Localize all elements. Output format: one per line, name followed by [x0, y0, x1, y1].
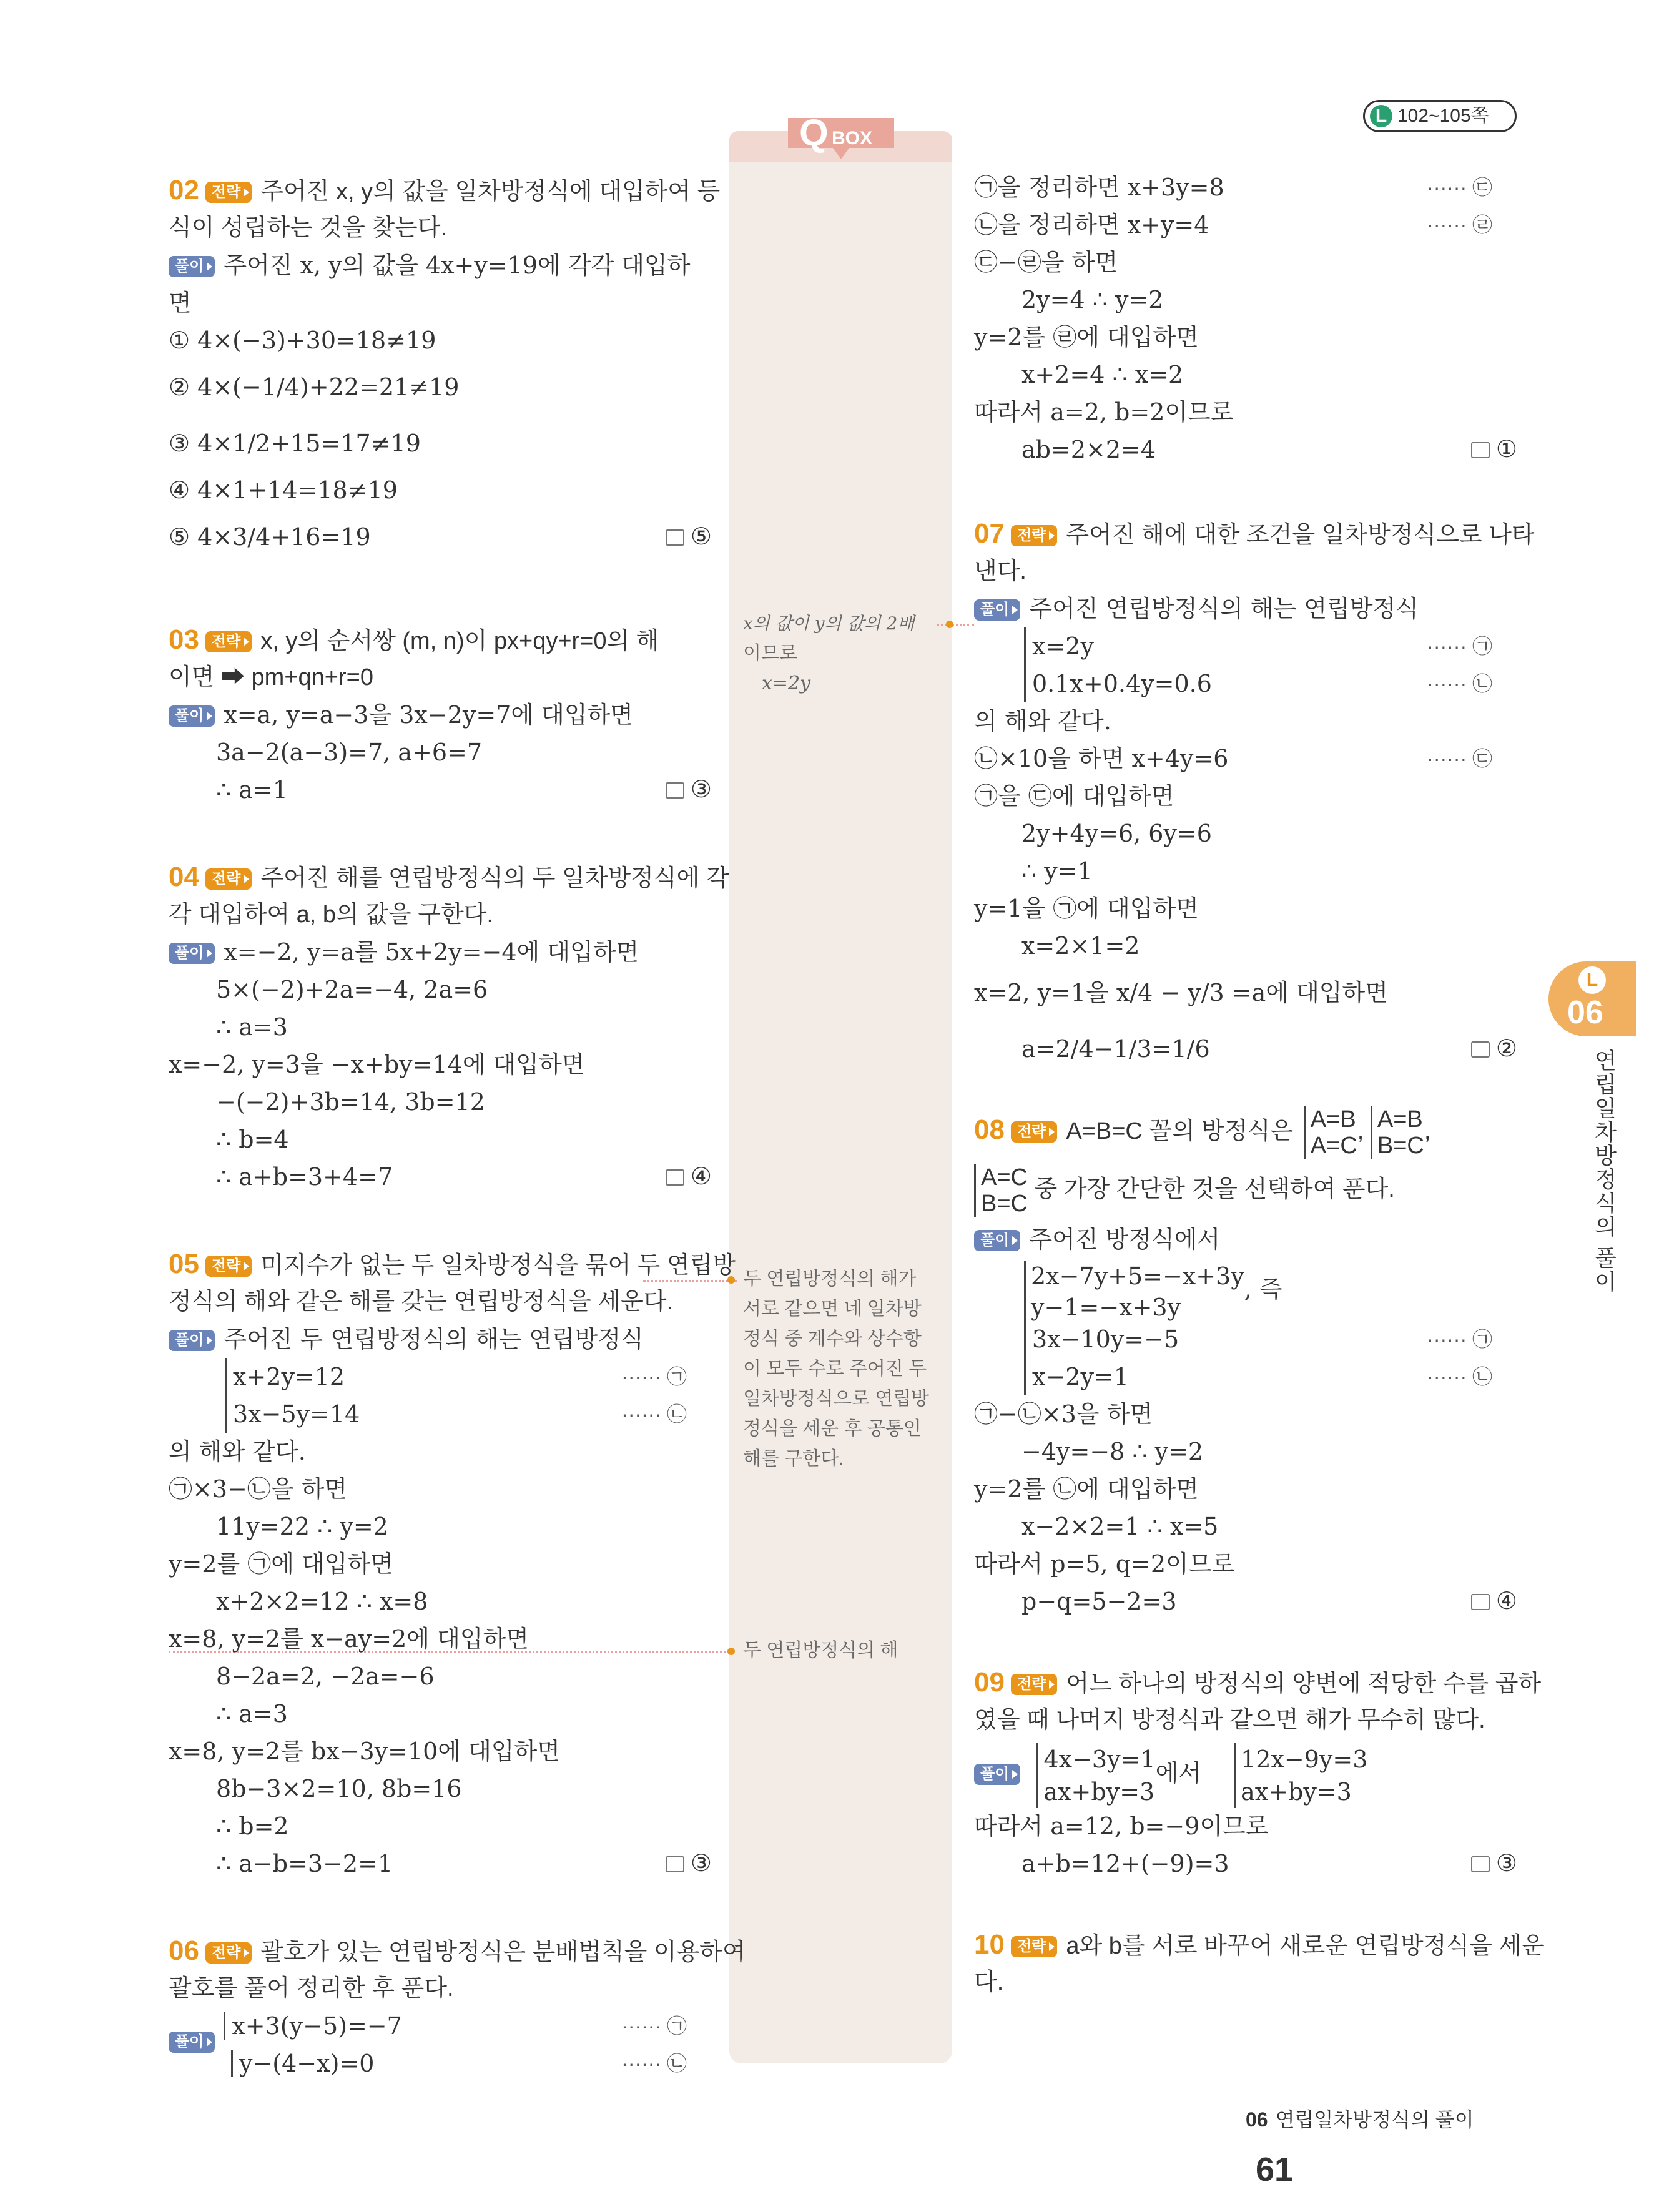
answer	[1471, 431, 1517, 468]
solution-text: 주어진 방정식에서	[1029, 1226, 1221, 1253]
question-06-continued	[974, 169, 1517, 468]
strategy-text: 정식의 해와 같은 해를 갖는 연립방정식을 세운다.	[169, 1289, 674, 1315]
question-number: 04	[169, 862, 199, 892]
equation-tag: ······ ㉡	[621, 2052, 687, 2075]
work-line: y=2를 ㉡에 대입하면	[974, 1475, 1199, 1503]
qbox-note-2	[743, 1264, 943, 1474]
note-connector-1	[937, 624, 974, 626]
work-line: ab=2×2=4	[1021, 436, 1156, 463]
work-line: x+2×2=12 ∴ x=8	[216, 1588, 428, 1615]
page-reference-text: 102~105쪽	[1397, 106, 1489, 126]
solution-badge: 풀이	[169, 705, 215, 727]
strategy-text: 다.	[974, 1969, 1004, 1995]
work-line: ∴ a+b=3+4=7	[216, 1163, 393, 1191]
solution-badge: 풀이	[974, 1230, 1020, 1251]
note-line: 정식 중 계수와 상수항	[743, 1329, 922, 1349]
work-line: 5×(−2)+2a=−4, 2a=6	[216, 976, 488, 1003]
side-tab	[1548, 961, 1636, 1036]
work-line: ㉠을 정리하면 x+3y=8	[974, 174, 1224, 201]
strategy-badge: 전략	[1011, 1121, 1057, 1143]
footer-chapter: 06	[1246, 2108, 1268, 2131]
answer-icon	[1471, 1041, 1490, 1058]
answer-value: ③	[690, 1851, 712, 1877]
page-number: 61	[1256, 2151, 1294, 2188]
system-option-3	[974, 1164, 1028, 1217]
equation-tag: ······ ㉡	[621, 1403, 687, 1425]
question-number: 09	[974, 1667, 1005, 1698]
work-line: −4y=−8 ∴ y=2	[1021, 1438, 1204, 1465]
work-line: 따라서 p=5, q=2이므로	[974, 1550, 1235, 1578]
work-line: a=2/4−1/3=1/6	[1021, 1035, 1210, 1063]
strategy-text: 미지수가 없는 두 일차방정식을 묶어 두 연립방	[260, 1252, 736, 1279]
work-line: 따라서 a=2, b=2이므로	[974, 398, 1234, 426]
answer-icon	[1471, 442, 1490, 458]
note-line: x=2y	[762, 672, 811, 694]
solution-badge: 풀이	[169, 256, 215, 277]
note-line: 일차방정식으로 연립방	[743, 1389, 930, 1409]
work-line: ㉡×10을 하면 x+4y=6	[974, 745, 1229, 772]
work-line: x=8, y=2를 bx−3y=10에 대입하면	[169, 1738, 560, 1765]
svg-text:Q: Q	[799, 112, 829, 154]
strategy-badge: 전략	[205, 631, 252, 652]
note-line: 정식을 세운 후 공통인	[743, 1418, 922, 1439]
note-line: 두 연립방정식의 해	[743, 1640, 898, 1661]
equation-tag: ······ ㉠	[621, 2015, 687, 2037]
answer	[1471, 1583, 1517, 1620]
system-equation: x=2y	[1032, 632, 1094, 660]
lesson-icon: L	[1578, 966, 1606, 994]
work-line: ∴ a=1	[216, 776, 288, 804]
system	[1234, 1743, 1367, 1808]
equation-tag: ······ ㉡	[1427, 1365, 1492, 1388]
strategy-text: A=B=C 꼴의 방정식은	[1066, 1118, 1294, 1144]
note-line: 두 연립방정식의 해가	[743, 1269, 917, 1289]
strategy-text: x, y의 순서쌍 (m, n)이 px+qy+r=0의 해	[260, 628, 659, 654]
answer-value: ⑤	[690, 524, 712, 550]
system-equation: ax+by=3	[1043, 1777, 1155, 1806]
footer-title: 연립일차방정식의 풀이	[1275, 2108, 1474, 2131]
solution-badge: 풀이	[169, 2032, 215, 2053]
work-line: x=−2, y=3을 −x+by=14에 대입하면	[169, 1051, 585, 1078]
system-equation: 12x−9y=3	[1241, 1745, 1368, 1773]
system-equation: 0.1x+0.4y=0.6	[1032, 670, 1212, 697]
system-connector: 에서	[1155, 1761, 1201, 1787]
system	[1036, 1743, 1155, 1808]
answer-value: ①	[1495, 436, 1517, 463]
solution-badge: 풀이	[974, 599, 1020, 621]
work-line: ㉠−㉡×3을 하면	[974, 1400, 1153, 1428]
option-line: ⑤ 4×3/4+16=19	[169, 523, 371, 551]
note-line: 이므로	[743, 643, 797, 664]
equation-tag: ······ ㉠	[1427, 635, 1492, 657]
strategy-badge: 전략	[1011, 1936, 1057, 1957]
question-number: 02	[169, 175, 199, 205]
solution-text: 주어진 두 연립방정식의 해는 연립방정식	[224, 1325, 644, 1353]
system-equation: ax+by=3	[1241, 1777, 1352, 1806]
strategy-text: 주어진 해에 대한 조건을 일차방정식으로 나타	[1066, 522, 1535, 548]
strategy-text: 낸다.	[974, 558, 1026, 584]
answer-icon	[1471, 1856, 1490, 1872]
solution-text: 주어진 x, y의 값을 4x+y=19에 각각 대입하	[224, 252, 691, 279]
answer-icon	[1471, 1594, 1490, 1610]
answer-value: ③	[1495, 1851, 1517, 1877]
question-number: 06	[169, 1935, 199, 1966]
work-line: 8b−3×2=10, 8b=16	[216, 1775, 462, 1802]
question-number: 10	[974, 1929, 1005, 1960]
strategy-text: 였을 때 나머지 방정식과 같으면 해가 무수히 많다.	[974, 1707, 1485, 1733]
work-line: −(−2)+3b=14, 3b=12	[216, 1088, 485, 1116]
work-line: 의 해와 같다.	[974, 707, 1111, 735]
solution-text: x=a, y=a−3을 3x−2y=7에 대입하면	[224, 701, 633, 729]
work-line: 3a−2(a−3)=7, a+6=7	[216, 739, 483, 766]
question-04	[169, 858, 729, 1196]
note-line: 해를 구한다.	[743, 1448, 844, 1469]
note-line: 이 모두 수로 주어진 두	[743, 1359, 927, 1379]
question-09	[974, 1664, 1542, 1882]
answer-value: ④	[690, 1164, 712, 1190]
work-line: 따라서 a=12, b=−9이므로	[974, 1812, 1269, 1840]
system-equation: y−(4−x)=0	[231, 2050, 374, 2077]
question-number: 05	[169, 1249, 199, 1279]
side-tab-title: 연립일차방정식의 풀이	[1592, 1049, 1617, 1294]
note-dot-3	[727, 1648, 735, 1655]
answer-icon	[666, 1169, 684, 1186]
qbox-note-1	[743, 609, 943, 699]
strategy-text: a와 b를 서로 바꾸어 새로운 연립방정식을 세운	[1066, 1933, 1545, 1959]
system-option-1	[1304, 1106, 1357, 1159]
strategy-text: 어느 하나의 방정식의 양변에 적당한 수를 곱하	[1066, 1671, 1542, 1697]
system-option-2	[1371, 1106, 1424, 1159]
lesson-icon: L	[1370, 105, 1392, 127]
answer-value: ④	[1495, 1588, 1517, 1615]
system-equation: x−2y=1	[1032, 1363, 1129, 1390]
work-line: ∴ a=3	[216, 1013, 288, 1041]
question-07	[974, 515, 1535, 1077]
strategy-badge: 전략	[205, 1256, 252, 1277]
footer	[1246, 2095, 1514, 2188]
strategy-text: 주어진 x, y의 값을 일차방정식에 대입하여 등	[260, 179, 721, 205]
strategy-text: 중 가장 간단한 것을 선택하여 푼다.	[1034, 1176, 1395, 1202]
strategy-badge: 전략	[205, 868, 252, 890]
question-05	[169, 1246, 736, 1882]
system-equation: 4x−3y=1	[1043, 1745, 1156, 1773]
svg-text:BOX: BOX	[832, 128, 873, 149]
system-equation: A=C	[1310, 1132, 1357, 1159]
work-line: 2y+4y=6, 6y=6	[1021, 820, 1212, 847]
work-line: x=2×1=2	[1021, 932, 1140, 960]
work-line: ㉢−㉣을 하면	[974, 248, 1118, 276]
right-column	[974, 169, 1545, 2001]
system-equation: y−1=−x+3y	[1031, 1293, 1181, 1321]
work-line: x+2=4 ∴ x=2	[1021, 361, 1184, 388]
question-08: 08 전략 A=B=C 꼴의 방정식은 A=B A=C , A=B B=C , A=C B=C 중 가장 간단한 것을 선택하여 푼다. 풀이 주어진 방정식에서 2x−7y+5=−x+3y y−1=−x+3y , 즉 3x−10y=−5 ······ ㉠ x−2y=1 ······ ㉡ ㉠−㉡×3을 하면 −4y=−8 ∴ y=2 y=2를 ㉡에 대입하면 x−2×2=1 ∴ x=5 따라서 p=5, q=2이므로 p−q=5−2=3 ④	[974, 1102, 1517, 1620]
strategy-text: 식이 성립하는 것을 찾는다.	[169, 215, 448, 241]
strategy-text: 각 대입하여 a, b의 값을 구한다.	[169, 902, 493, 928]
work-line: 11y=22 ∴ y=2	[216, 1513, 388, 1540]
strategy-text: 주어진 해를 연립방정식의 두 일차방정식에 각	[260, 865, 729, 892]
system-equation: A=B	[1377, 1106, 1423, 1133]
work-line: a+b=12+(−9)=3	[1021, 1850, 1229, 1877]
note-line: x의 값이 y의 값의 2배	[743, 613, 915, 634]
work-line: ∴ b=4	[216, 1126, 289, 1153]
chapter-number: 06	[1567, 995, 1603, 1031]
work-line: ㉡을 정리하면 x+y=4	[974, 211, 1209, 238]
system-equation: A=C	[981, 1164, 1028, 1191]
system-equation: A=B	[1310, 1106, 1356, 1133]
question-number: 03	[169, 624, 199, 655]
strategy-badge: 전략	[1011, 1674, 1057, 1695]
strategy-badge: 전략	[205, 1942, 252, 1964]
solution-text: 주어진 연립방정식의 해는 연립방정식	[1029, 595, 1419, 622]
work-line: x=8, y=2를 x−ay=2에 대입하면	[169, 1625, 529, 1653]
work-line: 2y=4 ∴ y=2	[1021, 286, 1164, 313]
qbox-panel	[729, 144, 952, 2063]
question-10	[974, 1926, 1545, 2001]
left-column	[169, 172, 746, 2082]
work-line: p−q=5−2=3	[1021, 1588, 1177, 1615]
work-line: 8−2a=2, −2a=−6	[216, 1663, 435, 1690]
answer	[666, 509, 712, 565]
equation-tag: ······ ㉡	[1427, 672, 1492, 695]
system	[1024, 1261, 1244, 1323]
note-dot-1	[946, 621, 953, 628]
system-equation: x+2y=12	[233, 1363, 345, 1390]
strategy-text: 괄호를 풀어 정리한 후 푼다.	[169, 1975, 454, 2002]
strategy-text: 이면 ➡ pm+qn+r=0	[169, 664, 373, 691]
answer-icon	[666, 782, 684, 799]
question-02	[169, 172, 721, 565]
work-line: ∴ a−b=3−2=1	[216, 1850, 393, 1877]
work-line: y=2를 ㉣에 대입하면	[974, 323, 1199, 351]
equation-tag: ······ ㉠	[621, 1365, 687, 1388]
work-line: y=2를 ㉠에 대입하면	[169, 1550, 393, 1578]
page-reference	[1363, 100, 1517, 132]
answer-value: ③	[690, 777, 712, 803]
work-line: ㉠×3−㉡을 하면	[169, 1475, 348, 1503]
qbox-logo	[788, 109, 894, 165]
answer	[1471, 1021, 1517, 1077]
qbox-note-3	[743, 1636, 943, 1666]
answer-icon	[666, 529, 684, 546]
answer-value: ②	[1495, 1036, 1517, 1062]
solution-text: x=−2, y=a를 5x+2y=−4에 대입하면	[224, 938, 639, 966]
answer	[666, 1158, 712, 1196]
strategy-badge: 전략	[205, 182, 252, 203]
work-line: y=1을 ㉠에 대입하면	[974, 895, 1199, 922]
equation-tag: ······ ㉣	[1427, 214, 1492, 236]
question-number: 08	[974, 1114, 1005, 1145]
option-line: ① 4×(−3)+30=18≠19	[169, 327, 436, 354]
answer	[666, 1845, 712, 1882]
strategy-badge: 전략	[1011, 525, 1057, 546]
system-equation: 2x−7y+5=−x+3y	[1031, 1262, 1244, 1290]
system-equation: B=C	[1377, 1132, 1424, 1159]
option-line: ③ 4×1/2+15=17≠19	[169, 430, 421, 457]
solution-badge: 풀이	[974, 1764, 1020, 1785]
work-line: x=2, y=1을 x/4 − y/3 =a에 대입하면	[974, 979, 1388, 1006]
solution-badge: 풀이	[169, 1330, 215, 1351]
equation-tag: ······ ㉢	[1427, 176, 1492, 199]
solution-badge: 풀이	[169, 943, 215, 964]
note-line: 서로 같으면 네 일차방	[743, 1299, 922, 1319]
work-line: ∴ a=3	[216, 1700, 288, 1728]
option-line: ② 4×(−1/4)+22=21≠19	[169, 373, 460, 401]
strategy-text: 괄호가 있는 연립방정식은 분배법칙을 이용하여	[260, 1939, 746, 1965]
question-number: 07	[974, 518, 1005, 549]
work-line: x−2×2=1 ∴ x=5	[1021, 1513, 1219, 1540]
option-line: ④ 4×1+14=18≠19	[169, 476, 398, 504]
system-equation: x+3(y−5)=−7	[224, 2012, 401, 2040]
system-equation: 3x−10y=−5	[1032, 1325, 1179, 1353]
question-06	[169, 1932, 746, 2082]
equation-tag: ······ ㉢	[1427, 747, 1492, 770]
system-connector: , 즉	[1244, 1276, 1282, 1303]
solution-text: 면	[169, 289, 192, 317]
system-equation: 3x−5y=14	[233, 1400, 360, 1428]
equation-tag: ······ ㉠	[1427, 1328, 1492, 1350]
answer	[666, 771, 712, 809]
work-line: ∴ b=2	[216, 1812, 289, 1840]
work-line: ∴ y=1	[1021, 857, 1093, 885]
work-line: ㉠을 ㉢에 대입하면	[974, 782, 1174, 810]
system-equation: B=C	[981, 1190, 1028, 1217]
answer-icon	[666, 1856, 684, 1872]
question-03	[169, 621, 712, 809]
answer	[1471, 1845, 1517, 1882]
work-line: 의 해와 같다.	[169, 1438, 306, 1465]
